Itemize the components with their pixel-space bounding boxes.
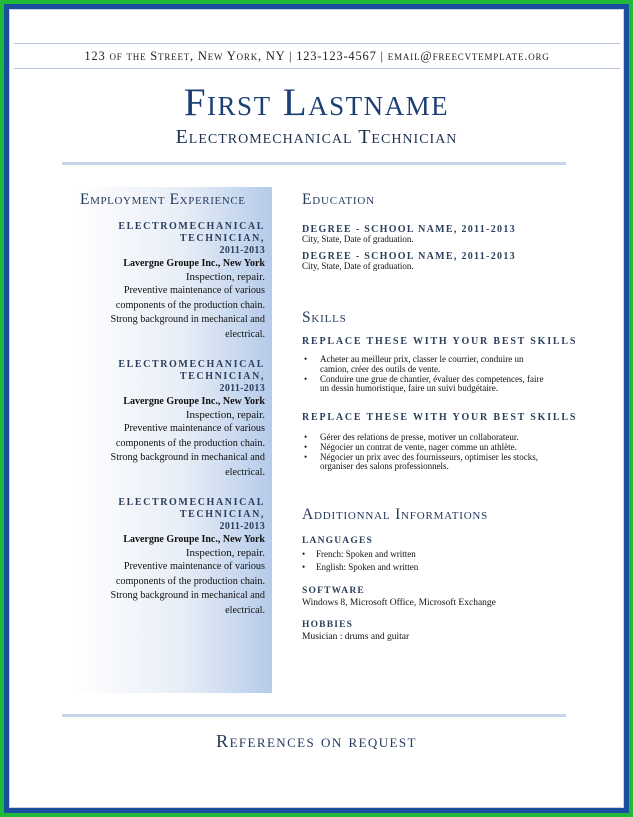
list-item	[302, 562, 418, 573]
job-description-line: Preventive maintenance of various	[123, 423, 265, 434]
hobbies-heading: HOBBIES	[302, 620, 354, 630]
job-description-line: components of the production chain.	[115, 299, 265, 311]
job-title: ELECTROMECHANICAL TECHNICIAN,	[118, 359, 265, 382]
header-divider	[62, 162, 566, 165]
software-list: Windows 8, Microsoft Office, Microsoft Exchange	[302, 598, 496, 608]
education-entry	[302, 224, 562, 244]
skills-section-title: Skills	[302, 309, 347, 326]
bullet-icon: •	[304, 451, 308, 462]
job-description-line: Preventive maintenance of various	[123, 285, 265, 296]
job-description-line: Preventive maintenance of various	[123, 561, 265, 572]
bullet-icon: •	[304, 441, 308, 452]
skill-line: Gérer des relations de presse, motiver un collaborateur.	[320, 432, 519, 442]
bullet-icon: •	[302, 562, 306, 572]
job-title: ELECTROMECHANICAL TECHNICIAN,	[118, 221, 265, 244]
candidate-role: Electromechanical Technician	[175, 126, 458, 148]
job-summary: Inspection, repair.	[185, 271, 265, 283]
skill-line: Conduire une grue de chantier, évaluer des competences, faire	[320, 373, 544, 384]
contact-line: 123 of the Street, New York, NY | 123-123-4567 | email@freecvtemplate.org	[14, 43, 620, 69]
bullet-icon: •	[304, 354, 308, 364]
languages-heading: LANGUAGES	[302, 536, 373, 546]
job-description-line: Strong background in mechanical and	[110, 314, 265, 325]
bullet-icon: •	[302, 549, 306, 559]
footer-divider	[62, 714, 566, 717]
job-company: Lavergne Groupe Inc., New York	[123, 258, 265, 269]
skills-list	[302, 433, 564, 472]
additional-section-title: Additionnal Informations	[302, 506, 489, 523]
job-summary: Inspection, repair.	[185, 547, 265, 559]
job-description-line: components of the production chain.	[115, 575, 265, 587]
skill-line: Acheter au meilleur prix, classer le courrier, conduire un	[320, 354, 524, 364]
list-item	[302, 453, 564, 473]
job-entry	[85, 359, 265, 480]
job-title: ELECTROMECHANICAL TECHNICIAN,	[118, 497, 265, 520]
skill-line: Négocier un contrat de vente, nager comme un athlète.	[320, 441, 517, 452]
job-date: 2011-2013	[219, 383, 265, 394]
skills-group-heading: REPLACE THESE WITH YOUR BEST SKILLS	[302, 412, 578, 423]
employment-section-title: Employment Experience	[80, 191, 246, 208]
education-section-title: Education	[302, 191, 375, 208]
references-note: References on request	[216, 731, 417, 751]
job-summary: Inspection, repair.	[185, 409, 265, 421]
job-description-line: components of the production chain.	[115, 437, 265, 449]
skill-line: Négocier un prix avec des fournisseurs, optimiser les stocks,	[320, 451, 538, 462]
bullet-icon: •	[304, 373, 308, 384]
job-entry	[85, 221, 265, 342]
hobbies-list: Musician : drums and guitar	[302, 632, 410, 642]
education-detail: City, State, Date of graduation.	[302, 234, 414, 244]
job-description-line: electrical.	[225, 328, 265, 340]
software-heading: SOFTWARE	[302, 586, 365, 596]
education-entry	[302, 251, 562, 271]
education-detail: City, State, Date of graduation.	[302, 261, 414, 271]
education-heading: DEGREE - SCHOOL NAME, 2011-2013	[302, 251, 516, 262]
job-description-line: electrical.	[225, 466, 265, 478]
job-description-line: Strong background in mechanical and	[110, 452, 265, 463]
skills-group-heading: REPLACE THESE WITH YOUR BEST SKILLS	[302, 336, 578, 347]
job-company: Lavergne Groupe Inc., New York	[123, 396, 265, 407]
skill-line: organiser des salons professionnels.	[320, 461, 449, 472]
list-item	[302, 375, 564, 395]
language-entry: French: Spoken and written	[316, 549, 416, 559]
education-heading: DEGREE - SCHOOL NAME, 2011-2013	[302, 224, 516, 235]
skills-list	[302, 355, 564, 394]
candidate-name: First Lastname	[183, 81, 450, 124]
job-date: 2011-2013	[219, 245, 265, 256]
list-item	[302, 355, 564, 375]
job-description-line: Strong background in mechanical and	[110, 590, 265, 601]
skill-line: camion, créer des outils de vente.	[320, 363, 441, 374]
job-date: 2011-2013	[219, 521, 265, 532]
job-company: Lavergne Groupe Inc., New York	[123, 534, 265, 545]
job-description-line: electrical.	[225, 604, 265, 616]
list-item	[302, 549, 416, 560]
language-entry: English: Spoken and written	[316, 562, 419, 572]
skill-line: un dessin humoristique, faire un suivi budgétaire.	[320, 383, 498, 394]
job-entry	[85, 497, 265, 618]
bullet-icon: •	[304, 432, 308, 442]
